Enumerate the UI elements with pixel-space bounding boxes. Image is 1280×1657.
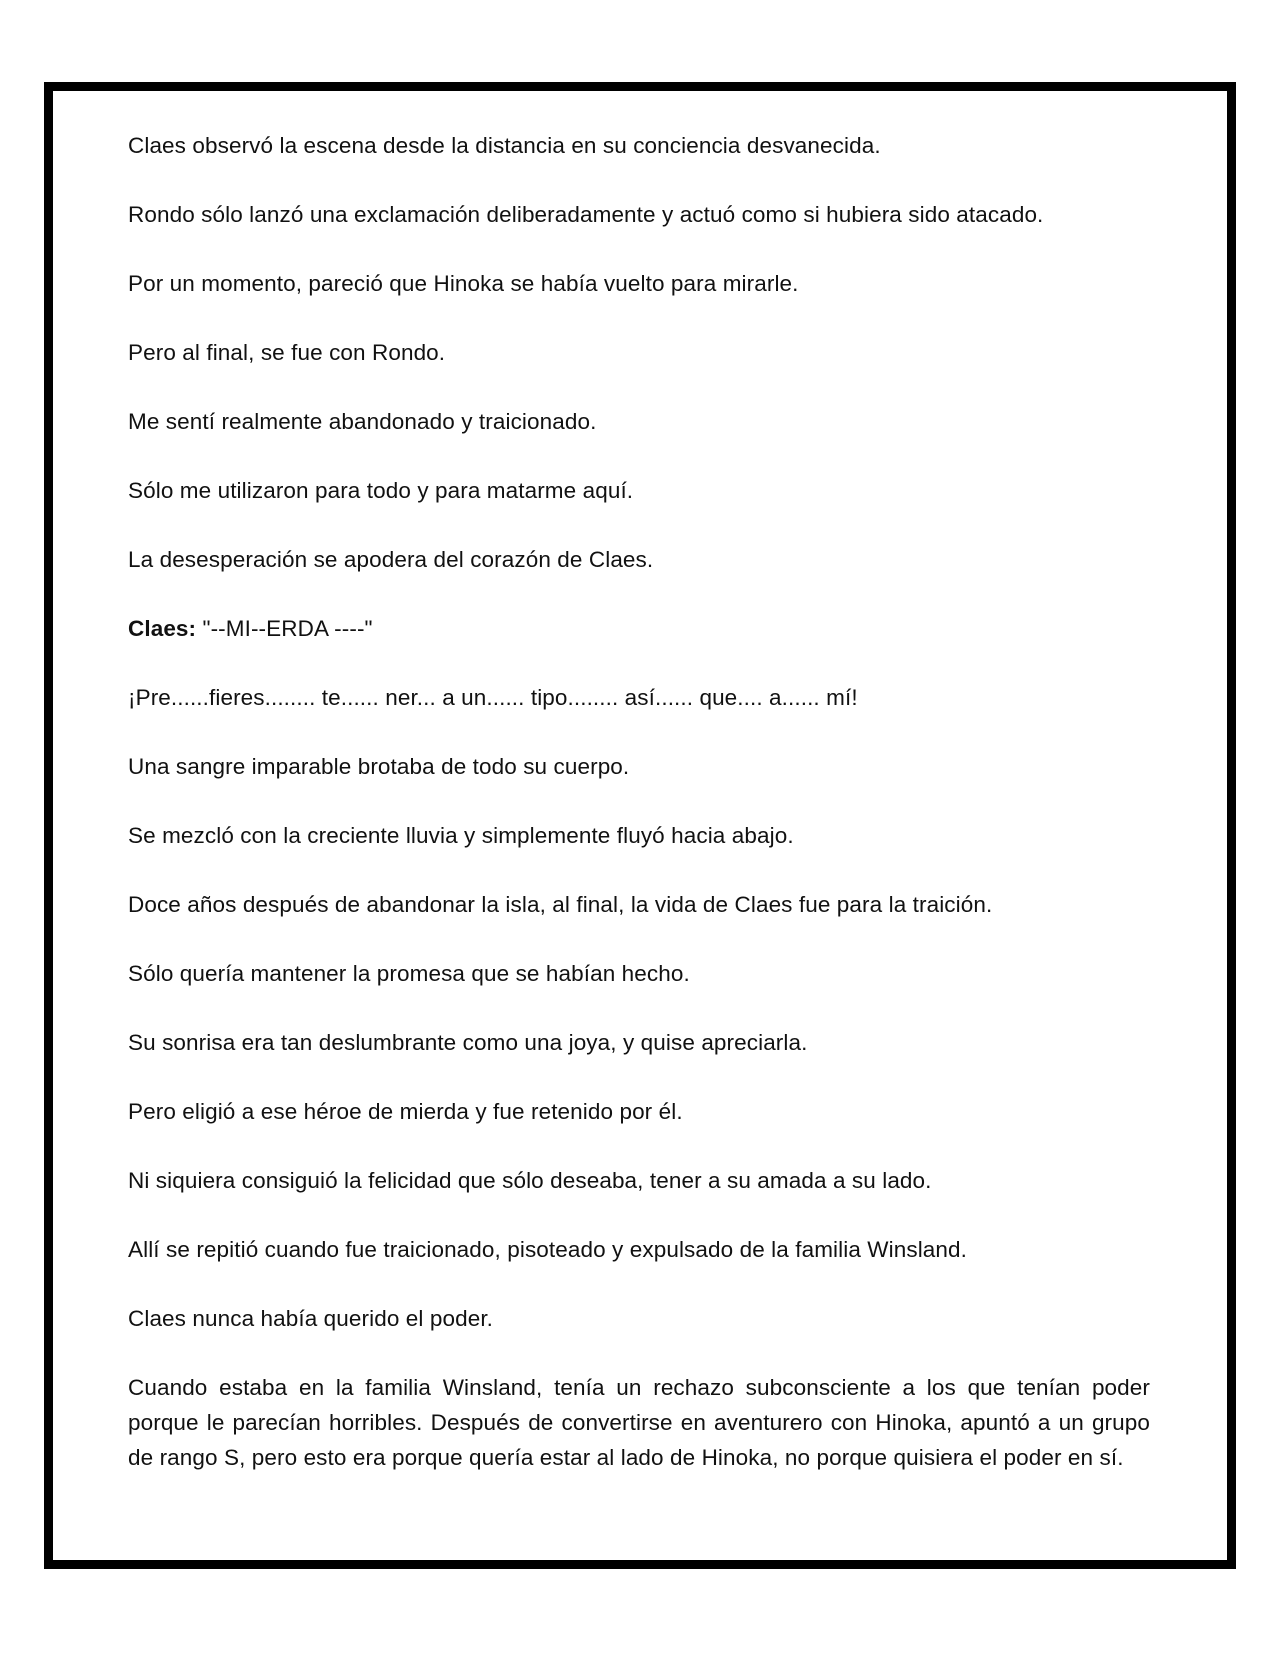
speaker-name: Claes: [128, 616, 197, 641]
paragraph: Por un momento, pareció que Hinoka se había vuelto para mirarle. [128, 271, 799, 296]
paragraph: ¡Pre......fieres........ te...... ner... a un...... tipo........ así...... que.... a...... mí! [128, 685, 858, 710]
paragraph: La desesperación se apodera del corazón de Claes. [128, 547, 654, 572]
paragraph: Una sangre imparable brotaba de todo su cuerpo. [128, 754, 630, 779]
paragraph: Pero al final, se fue con Rondo. [128, 340, 446, 365]
text-body [128, 128, 1150, 1509]
dialogue-text: "--MI--ERDA ----" [196, 616, 373, 641]
dialogue-line [128, 611, 1150, 646]
paragraph: Rondo sólo lanzó una exclamación deliberadamente y actuó como si hubiera sido atacado. [128, 202, 1044, 227]
paragraph: Su sonrisa era tan deslumbrante como una joya, y quise apreciarla. [128, 1030, 808, 1055]
paragraph: Pero eligió a ese héroe de mierda y fue retenido por él. [128, 1099, 683, 1124]
paragraph: Ni siquiera consiguió la felicidad que sólo deseaba, tener a su amada a su lado. [128, 1168, 932, 1193]
paragraph: Claes observó la escena desde la distancia en su conciencia desvanecida. [128, 133, 881, 158]
paragraph: Claes nunca había querido el poder. [128, 1306, 494, 1331]
paragraph: Doce años después de abandonar la isla, al final, la vida de Claes fue para la traición. [128, 892, 993, 917]
paragraph: Se mezcló con la creciente lluvia y simplemente fluyó hacia abajo. [128, 823, 794, 848]
paragraph: Allí se repitió cuando fue traicionado, pisoteado y expulsado de la familia Winsland. [128, 1237, 967, 1262]
paragraph: Cuando estaba en la familia Winsland, tenía un rechazo subconsciente a los que tenían poder porque le parecían horribles. Después de convertirse en aventurero con Hinoka, apuntó a un grupo de rango S, pero esto era porque quería estar al lado de Hinoka, no porque quisiera el poder en sí. [128, 1375, 1150, 1470]
paragraph: Sólo me utilizaron para todo y para matarme aquí. [128, 478, 634, 503]
paragraph: Sólo quería mantener la promesa que se habían hecho. [128, 961, 690, 986]
paragraph: Me sentí realmente abandonado y traicionado. [128, 409, 597, 434]
